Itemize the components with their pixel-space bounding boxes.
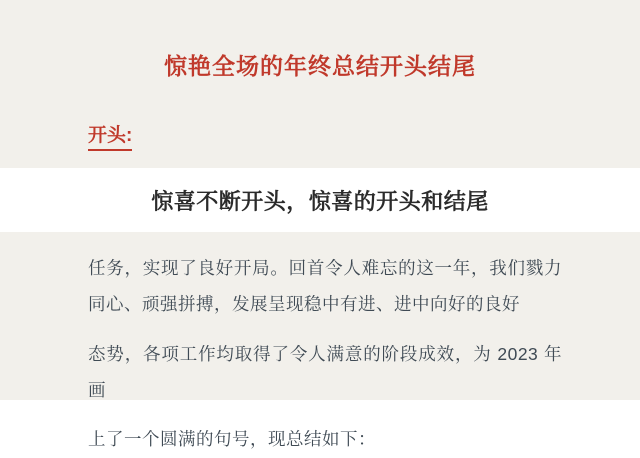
document-paragraph-2: 任务，实现了良好开局。回首令人难忘的这一年，我们戮力同心、顽强拼搏，发展呈现稳中有进、进中向好的良好 [88, 257, 562, 314]
overlay-headline: 惊喜不断开头，惊喜的开头和结尾 [151, 188, 489, 214]
document-paragraph-3: 态势，各项工作均取得了令人满意的阶段成效，为 2023 年画 [88, 343, 562, 400]
overlay-banner [0, 168, 640, 232]
document-paragraph-4: 上了一个圆满的句号，现总结如下： [88, 429, 376, 450]
section-label-opening: 开头: [88, 120, 132, 151]
document-title: 惊艳全场的年终总结开头结尾 [164, 53, 476, 79]
section-heading-row [78, 82, 562, 151]
